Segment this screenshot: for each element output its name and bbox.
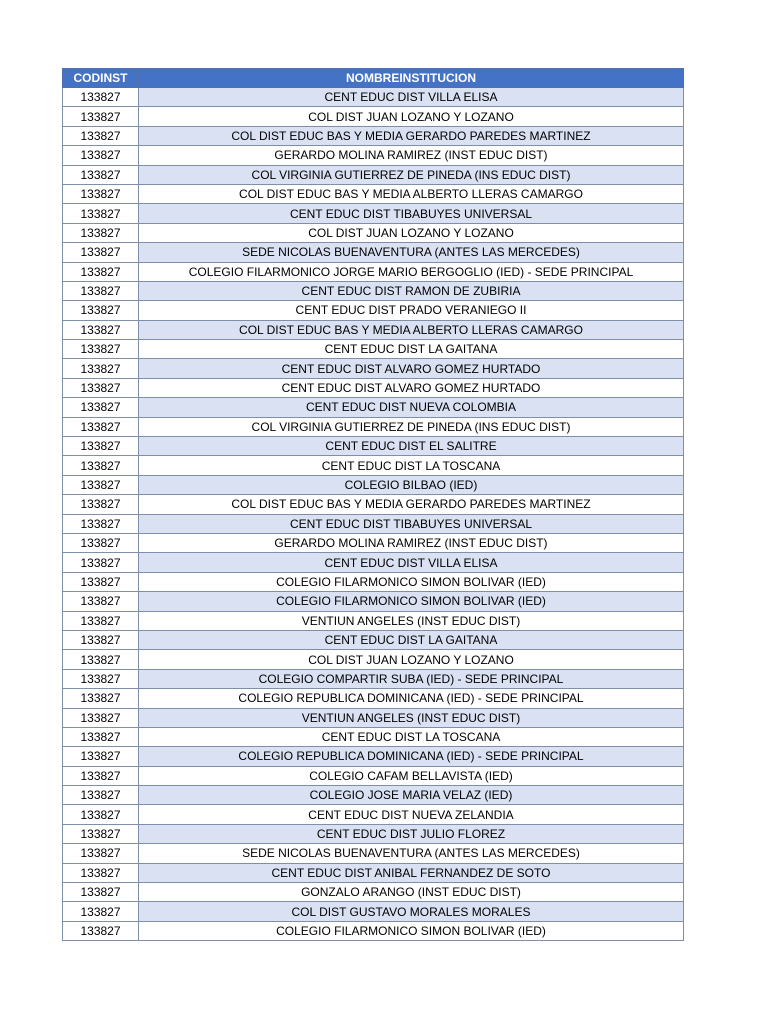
cell-codinst: 133827: [63, 456, 139, 475]
table-row: [63, 514, 684, 533]
table-row: [63, 805, 684, 824]
cell-nombreinstitucion: CENT EDUC DIST LA GAITANA: [139, 630, 684, 649]
table-row: [63, 533, 684, 552]
cell-codinst: 133827: [63, 204, 139, 223]
table-row: [63, 146, 684, 165]
table-row: [63, 883, 684, 902]
header-nombreinstitucion: NOMBREINSTITUCION: [139, 69, 684, 88]
cell-nombreinstitucion: GONZALO ARANGO (INST EDUC DIST): [139, 883, 684, 902]
cell-nombreinstitucion: CENT EDUC DIST LA GAITANA: [139, 340, 684, 359]
cell-codinst: 133827: [63, 417, 139, 436]
cell-nombreinstitucion: CENT EDUC DIST TIBABUYES UNIVERSAL: [139, 514, 684, 533]
cell-nombreinstitucion: COL DIST EDUC BAS Y MEDIA ALBERTO LLERAS CAMARGO: [139, 184, 684, 203]
table-row: [63, 301, 684, 320]
table-row: [63, 766, 684, 785]
table-row: [63, 398, 684, 417]
cell-codinst: 133827: [63, 378, 139, 397]
table-row: [63, 204, 684, 223]
cell-codinst: 133827: [63, 301, 139, 320]
table-row: [63, 902, 684, 921]
cell-nombreinstitucion: COL DIST JUAN LOZANO Y LOZANO: [139, 223, 684, 242]
cell-nombreinstitucion: COLEGIO COMPARTIR SUBA (IED) - SEDE PRINCIPAL: [139, 669, 684, 688]
cell-nombreinstitucion: CENT EDUC DIST LA TOSCANA: [139, 727, 684, 746]
table-row: [63, 107, 684, 126]
table-row: [63, 747, 684, 766]
cell-codinst: 133827: [63, 475, 139, 494]
table-row: [63, 243, 684, 262]
cell-nombreinstitucion: COL DIST GUSTAVO MORALES MORALES: [139, 902, 684, 921]
table-row: [63, 340, 684, 359]
table-row: [63, 708, 684, 727]
cell-codinst: 133827: [63, 611, 139, 630]
cell-codinst: 133827: [63, 495, 139, 514]
institution-table: [62, 68, 684, 941]
cell-codinst: 133827: [63, 165, 139, 184]
cell-nombreinstitucion: COL VIRGINIA GUTIERREZ DE PINEDA (INS EDUC DIST): [139, 417, 684, 436]
cell-codinst: 133827: [63, 146, 139, 165]
cell-nombreinstitucion: COLEGIO CAFAM BELLAVISTA (IED): [139, 766, 684, 785]
table-row: [63, 786, 684, 805]
cell-codinst: 133827: [63, 863, 139, 882]
table-row: [63, 592, 684, 611]
table-row: [63, 437, 684, 456]
cell-codinst: 133827: [63, 921, 139, 940]
table-row: [63, 630, 684, 649]
table-row: [63, 553, 684, 572]
cell-codinst: 133827: [63, 553, 139, 572]
cell-codinst: 133827: [63, 902, 139, 921]
table-row: [63, 359, 684, 378]
cell-codinst: 133827: [63, 630, 139, 649]
cell-codinst: 133827: [63, 592, 139, 611]
cell-nombreinstitucion: GERARDO MOLINA RAMIREZ (INST EDUC DIST): [139, 146, 684, 165]
cell-nombreinstitucion: COLEGIO FILARMONICO SIMON BOLIVAR (IED): [139, 921, 684, 940]
table-row: [63, 165, 684, 184]
cell-nombreinstitucion: COLEGIO FILARMONICO SIMON BOLIVAR (IED): [139, 572, 684, 591]
cell-nombreinstitucion: CENT EDUC DIST VILLA ELISA: [139, 553, 684, 572]
cell-nombreinstitucion: COL DIST EDUC BAS Y MEDIA GERARDO PAREDES MARTINEZ: [139, 126, 684, 145]
cell-nombreinstitucion: COLEGIO FILARMONICO JORGE MARIO BERGOGLIO (IED) - SEDE PRINCIPAL: [139, 262, 684, 281]
table-row: [63, 456, 684, 475]
cell-codinst: 133827: [63, 883, 139, 902]
cell-codinst: 133827: [63, 533, 139, 552]
cell-codinst: 133827: [63, 243, 139, 262]
cell-nombreinstitucion: CENT EDUC DIST PRADO VERANIEGO II: [139, 301, 684, 320]
cell-nombreinstitucion: CENT EDUC DIST EL SALITRE: [139, 437, 684, 456]
table-row: [63, 572, 684, 591]
cell-nombreinstitucion: CENT EDUC DIST NUEVA COLOMBIA: [139, 398, 684, 417]
cell-codinst: 133827: [63, 398, 139, 417]
cell-codinst: 133827: [63, 126, 139, 145]
cell-codinst: 133827: [63, 689, 139, 708]
table-row: [63, 88, 684, 107]
cell-codinst: 133827: [63, 824, 139, 843]
header-codinst: CODINST: [63, 69, 139, 88]
cell-nombreinstitucion: SEDE NICOLAS BUENAVENTURA (ANTES LAS MERCEDES): [139, 243, 684, 262]
cell-codinst: 133827: [63, 437, 139, 456]
cell-nombreinstitucion: COLEGIO BILBAO (IED): [139, 475, 684, 494]
cell-nombreinstitucion: VENTIUN ANGELES (INST EDUC DIST): [139, 708, 684, 727]
cell-nombreinstitucion: CENT EDUC DIST ALVARO GOMEZ HURTADO: [139, 359, 684, 378]
cell-nombreinstitucion: COL DIST EDUC BAS Y MEDIA GERARDO PAREDES MARTINEZ: [139, 495, 684, 514]
cell-nombreinstitucion: CENT EDUC DIST VILLA ELISA: [139, 88, 684, 107]
cell-codinst: 133827: [63, 766, 139, 785]
cell-nombreinstitucion: CENT EDUC DIST LA TOSCANA: [139, 456, 684, 475]
table-row: [63, 223, 684, 242]
cell-codinst: 133827: [63, 281, 139, 300]
table-row: [63, 611, 684, 630]
table-row: [63, 378, 684, 397]
cell-nombreinstitucion: COL DIST JUAN LOZANO Y LOZANO: [139, 107, 684, 126]
table-row: [63, 689, 684, 708]
cell-codinst: 133827: [63, 88, 139, 107]
header-row: [63, 69, 684, 88]
table-row: [63, 824, 684, 843]
cell-codinst: 133827: [63, 669, 139, 688]
cell-nombreinstitucion: CENT EDUC DIST JULIO FLOREZ: [139, 824, 684, 843]
cell-nombreinstitucion: COL DIST JUAN LOZANO Y LOZANO: [139, 650, 684, 669]
cell-nombreinstitucion: SEDE NICOLAS BUENAVENTURA (ANTES LAS MERCEDES): [139, 844, 684, 863]
table-row: [63, 921, 684, 940]
table-row: [63, 727, 684, 746]
cell-codinst: 133827: [63, 223, 139, 242]
cell-codinst: 133827: [63, 340, 139, 359]
table-row: [63, 844, 684, 863]
table-row: [63, 495, 684, 514]
cell-codinst: 133827: [63, 262, 139, 281]
cell-nombreinstitucion: COLEGIO FILARMONICO SIMON BOLIVAR (IED): [139, 592, 684, 611]
table-row: [63, 650, 684, 669]
cell-nombreinstitucion: COL VIRGINIA GUTIERREZ DE PINEDA (INS EDUC DIST): [139, 165, 684, 184]
table-row: [63, 320, 684, 339]
cell-nombreinstitucion: COLEGIO REPUBLICA DOMINICANA (IED) - SEDE PRINCIPAL: [139, 747, 684, 766]
cell-codinst: 133827: [63, 844, 139, 863]
table-row: [63, 669, 684, 688]
cell-nombreinstitucion: CENT EDUC DIST ALVARO GOMEZ HURTADO: [139, 378, 684, 397]
cell-codinst: 133827: [63, 107, 139, 126]
cell-nombreinstitucion: COLEGIO JOSE MARIA VELAZ (IED): [139, 786, 684, 805]
table-row: [63, 475, 684, 494]
cell-nombreinstitucion: CENT EDUC DIST NUEVA ZELANDIA: [139, 805, 684, 824]
table-row: [63, 262, 684, 281]
cell-nombreinstitucion: VENTIUN ANGELES (INST EDUC DIST): [139, 611, 684, 630]
cell-codinst: 133827: [63, 727, 139, 746]
cell-nombreinstitucion: COL DIST EDUC BAS Y MEDIA ALBERTO LLERAS CAMARGO: [139, 320, 684, 339]
table-row: [63, 281, 684, 300]
cell-codinst: 133827: [63, 572, 139, 591]
cell-nombreinstitucion: COLEGIO REPUBLICA DOMINICANA (IED) - SEDE PRINCIPAL: [139, 689, 684, 708]
cell-codinst: 133827: [63, 786, 139, 805]
cell-codinst: 133827: [63, 650, 139, 669]
cell-nombreinstitucion: CENT EDUC DIST TIBABUYES UNIVERSAL: [139, 204, 684, 223]
cell-codinst: 133827: [63, 184, 139, 203]
table-row: [63, 417, 684, 436]
cell-codinst: 133827: [63, 708, 139, 727]
cell-nombreinstitucion: GERARDO MOLINA RAMIREZ (INST EDUC DIST): [139, 533, 684, 552]
table-row: [63, 863, 684, 882]
cell-nombreinstitucion: CENT EDUC DIST RAMON DE ZUBIRIA: [139, 281, 684, 300]
table-row: [63, 184, 684, 203]
cell-codinst: 133827: [63, 747, 139, 766]
table-row: [63, 126, 684, 145]
cell-codinst: 133827: [63, 805, 139, 824]
cell-codinst: 133827: [63, 320, 139, 339]
cell-nombreinstitucion: CENT EDUC DIST ANIBAL FERNANDEZ DE SOTO: [139, 863, 684, 882]
cell-codinst: 133827: [63, 514, 139, 533]
cell-codinst: 133827: [63, 359, 139, 378]
